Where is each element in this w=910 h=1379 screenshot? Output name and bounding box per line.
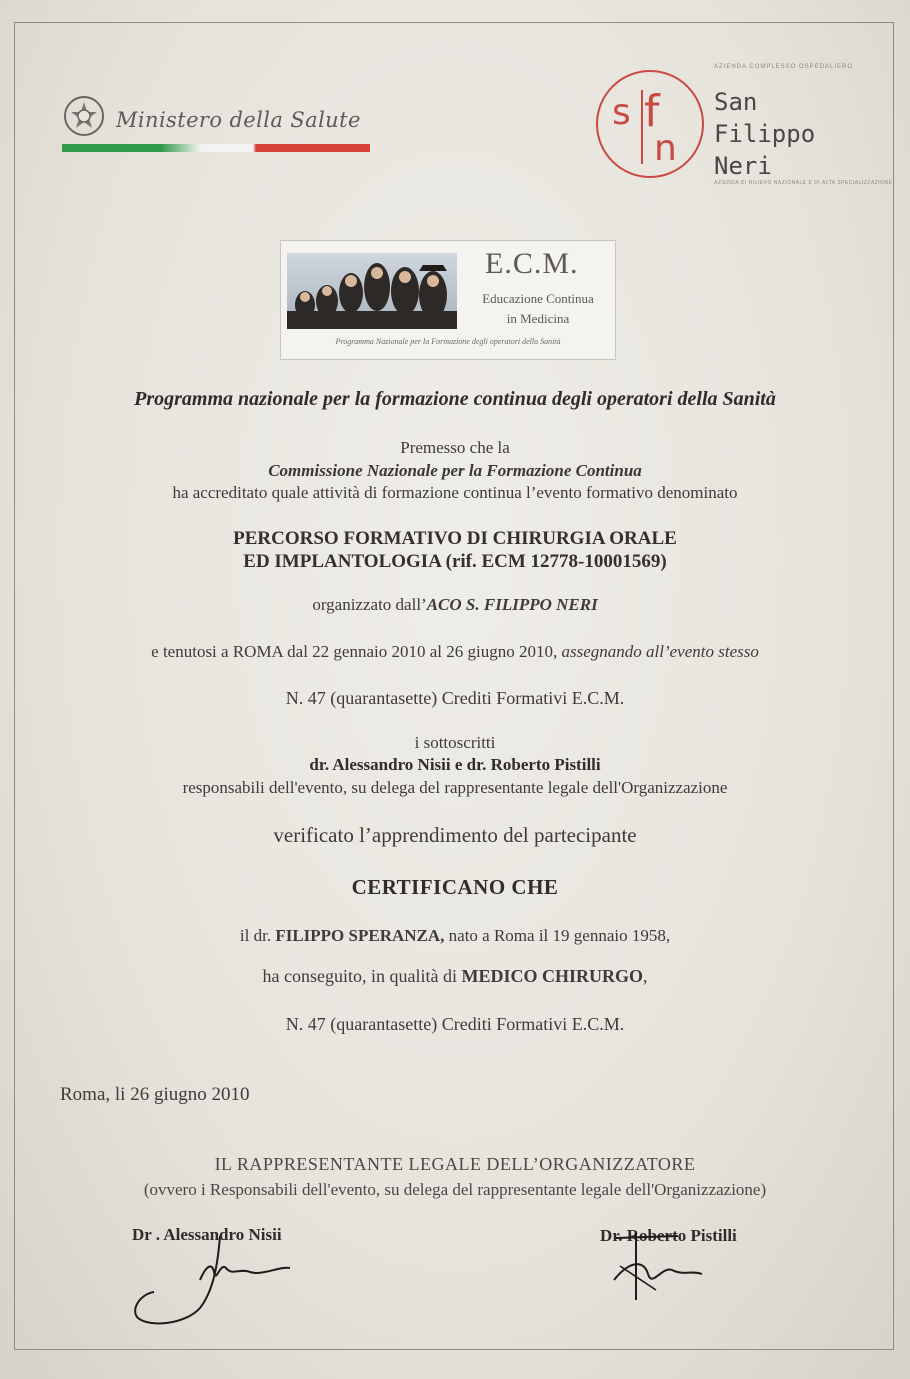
organizer-name: ACO S. FILIPPO NERI	[426, 595, 598, 614]
ecm-subtitle-line-2: in Medicina	[506, 311, 570, 326]
tenutosi-main: e tenutosi a ROMA dal 22 gennaio 2010 al 26 giugno 2010,	[151, 642, 562, 661]
ovvero-text: (ovvero i Responsabili dell'evento, su delega del rappresentante legale dell'Organizzazione)	[143, 1180, 767, 1199]
signer-right-name: Dr. Roberto Pistilli	[600, 1226, 737, 1245]
premesso-text: Premesso che la	[400, 438, 510, 457]
sfn-name-line-3: Neri	[714, 152, 772, 180]
organizzato-text	[0, 595, 910, 615]
event-title-line-2: ED IMPLANTOLOGIA (rif. ECM 12778-10001569)	[243, 551, 667, 572]
accreditato-text: ha accreditato quale attività di formazione continua l’evento formativo denominato	[172, 483, 738, 502]
rappresentante-heading: IL RAPPRESENTANTE LEGALE DELL’ORGANIZZATORE	[214, 1154, 696, 1174]
qualifica-text: MEDICO CHIRURGO	[461, 966, 643, 986]
conseguito-suffix: ,	[642, 966, 648, 986]
dr-prefix: il dr.	[239, 926, 276, 945]
svg-text:n: n	[654, 128, 677, 169]
ecm-painting-image	[287, 253, 457, 329]
conseguito-prefix: ha conseguito, in qualità di	[262, 966, 462, 986]
crediti-line-2: N. 47 (quarantasette) Crediti Formativi E.C.M.	[285, 1014, 625, 1034]
sfn-name	[714, 86, 815, 182]
svg-text:f: f	[644, 86, 660, 137]
assegnando-text: assegnando all’evento stesso	[561, 642, 759, 661]
ecm-banner	[280, 240, 616, 360]
birth-info: nato a Roma il 19 gennaio 1958,	[444, 926, 671, 945]
responsabili-text: responsabili dell'evento, su delega del rappresentante legale dell'Organizzazione	[182, 778, 728, 797]
commissione-text: Commissione Nazionale per la Formazione Continua	[268, 461, 642, 480]
tricolor-bar	[62, 144, 370, 152]
ministry-name: Ministero della Salute	[116, 108, 361, 132]
program-heading: Programma nazionale per la formazione continua degli operatori della Sanità	[134, 388, 776, 410]
crediti-line-1: N. 47 (quarantasette) Crediti Formativi E.C.M.	[285, 688, 625, 708]
sottoscritti-text: i sottoscritti	[414, 733, 496, 752]
certificano-heading: CERTIFICANO CHE	[351, 875, 559, 899]
svg-text:s: s	[612, 92, 631, 133]
date-text: Roma, li 26 giugno 2010	[60, 1084, 250, 1105]
sfn-logo-icon	[596, 70, 704, 178]
ecm-subtitle-line-1: Educazione Continua	[482, 291, 594, 306]
ministry-header	[62, 94, 374, 158]
ecm-footer: Programma Nazionale per la Formazione degli operatori della Sanità	[335, 337, 561, 346]
participant-name: FILIPPO SPERANZA,	[275, 926, 445, 945]
conseguito-line	[0, 966, 910, 987]
organizzato-prefix: organizzato dall’	[312, 595, 427, 614]
ecm-title: E.C.M.	[485, 247, 579, 280]
event-title-line-1: PERCORSO FORMATIVO DI CHIRURGIA ORALE	[233, 528, 677, 549]
ecm-subtitle	[465, 289, 611, 329]
tenutosi-text	[0, 642, 910, 662]
page-border	[14, 22, 894, 1350]
sfn-name-line-1: San	[714, 88, 758, 116]
verificato-text: verificato l’apprendimento del partecipante	[273, 823, 637, 847]
sfn-subline: AZIENDA DI RILIEVO NAZIONALE E DI ALTA SPECIALIZZAZIONE	[714, 180, 893, 186]
responsabili-names: dr. Alessandro Nisii e dr. Roberto Pistilli	[309, 755, 601, 774]
participant-line	[0, 926, 910, 946]
sfn-header	[596, 60, 893, 192]
italian-emblem-icon	[62, 94, 106, 138]
sfn-tagline: AZIENDA COMPLESSO OSPEDALIERO	[714, 64, 854, 70]
signer-left-name: Dr . Alessandro Nisii	[132, 1225, 282, 1244]
sfn-name-line-2: Filippo	[714, 120, 816, 148]
signature-right-icon	[600, 1226, 720, 1306]
signature-left-icon	[130, 1232, 310, 1328]
